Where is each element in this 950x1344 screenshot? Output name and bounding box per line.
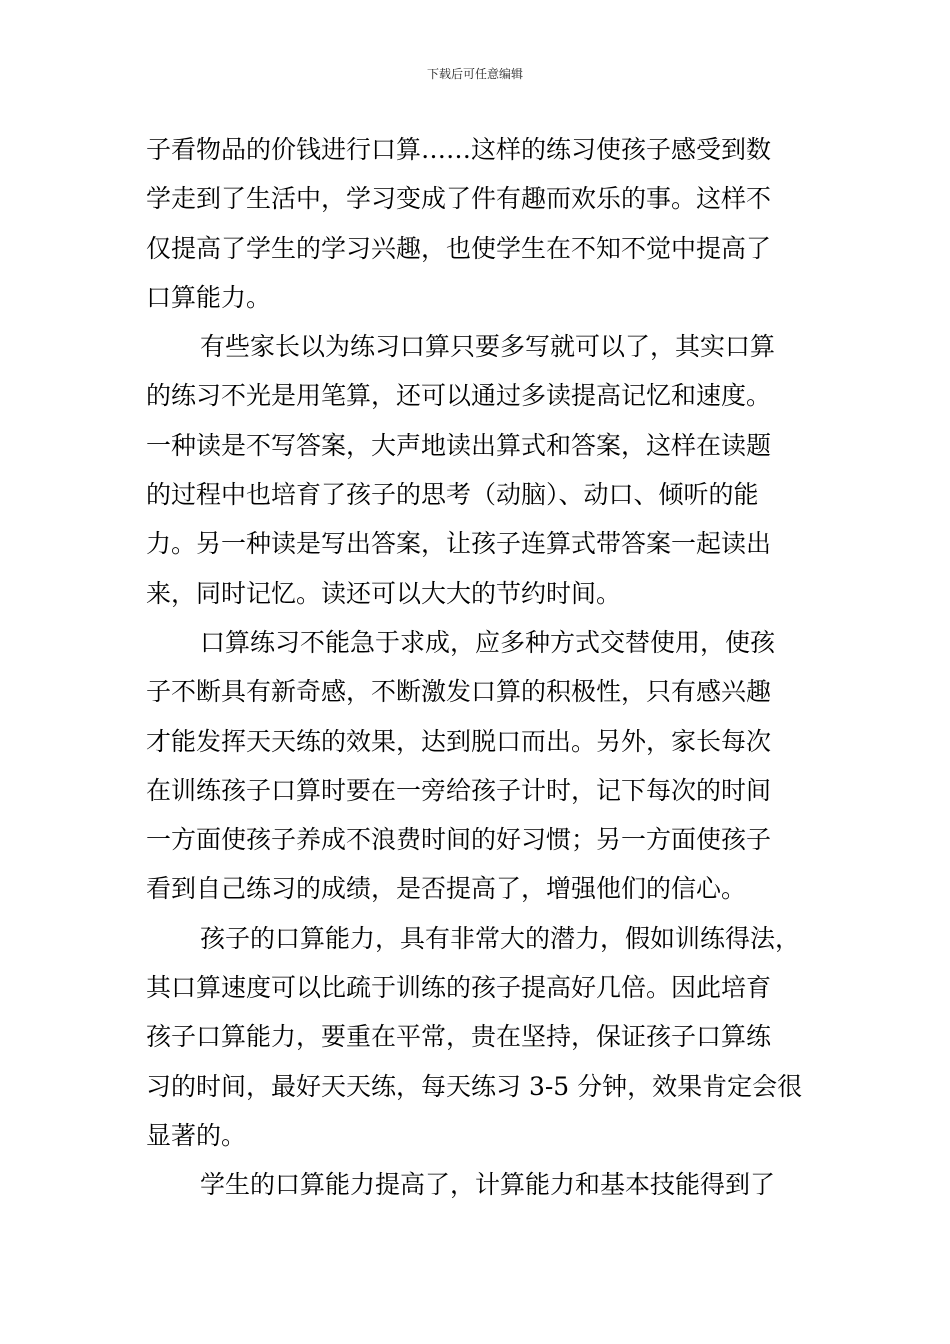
text-line: 口算练习不能急于求成，应多种方式交替使用，使孩: [200, 627, 776, 657]
text-line: 其口算速度可以比疏于训练的孩子提高好几倍。因此培育: [146, 973, 772, 1003]
text-line: 子不断具有新奇感，不断激发口算的积极性，只有感兴趣: [146, 677, 772, 707]
paragraph-2: [146, 322, 808, 618]
text-line: 口算能力。: [146, 282, 272, 312]
text-line: 孩子口算能力，要重在平常，贵在坚持，保证孩子口算练: [146, 1022, 772, 1052]
paragraph-1: [146, 125, 808, 322]
text-line: 学生的口算能力提高了，计算能力和基本技能得到了: [200, 1170, 776, 1200]
text-line: 孩子的口算能力，具有非常大的潜力，假如训练得法，: [200, 923, 801, 953]
paragraph-4: [146, 914, 808, 1160]
text-line: 的过程中也培育了孩子的思考（动脑）、动口、倾听的能: [146, 480, 759, 510]
text-line: 习的时间，最好天天练，每天练习 3-5 分钟，效果肯定会很: [146, 1071, 803, 1101]
text-line: 一方面使孩子养成不浪费时间的好习惯；另一方面使孩子: [146, 825, 772, 855]
text-line: 显著的。: [146, 1120, 247, 1150]
paragraph-3: [146, 618, 808, 914]
text-line: 力。另一种读是写出答案，让孩子连算式带答案一起读出: [146, 529, 772, 559]
text-line: 在训练孩子口算时要在一旁给孩子计时，记下每次的时间: [146, 775, 772, 805]
text-line: 看到自己练习的成绩，是否提高了，增强他们的信心。: [146, 874, 747, 904]
text-line: 来，同时记忆。读还可以大大的节约时间。: [146, 578, 622, 608]
text-line: 有些家长以为练习口算只要多写就可以了，其实口算: [200, 332, 776, 362]
paragraph-5: [146, 1160, 808, 1209]
document-body: [146, 125, 808, 1210]
page-header: 下载后可任意编辑: [426, 67, 523, 81]
text-line: 的练习不光是用笔算，还可以通过多读提高记忆和速度。: [146, 381, 772, 411]
text-line: 仅提高了学生的学习兴趣，也使学生在不知不觉中提高了: [146, 233, 772, 263]
text-line: 一种读是不写答案，大声地读出算式和答案，这样在读题: [146, 430, 772, 460]
text-line: 子看物品的价钱进行口算……这样的练习使孩子感受到数: [146, 135, 772, 164]
text-line: 才能发挥天天练的效果，达到脱口而出。另外，家长每次: [146, 726, 772, 756]
text-line: 学走到了生活中，学习变成了件有趣而欢乐的事。这样不: [146, 184, 772, 214]
